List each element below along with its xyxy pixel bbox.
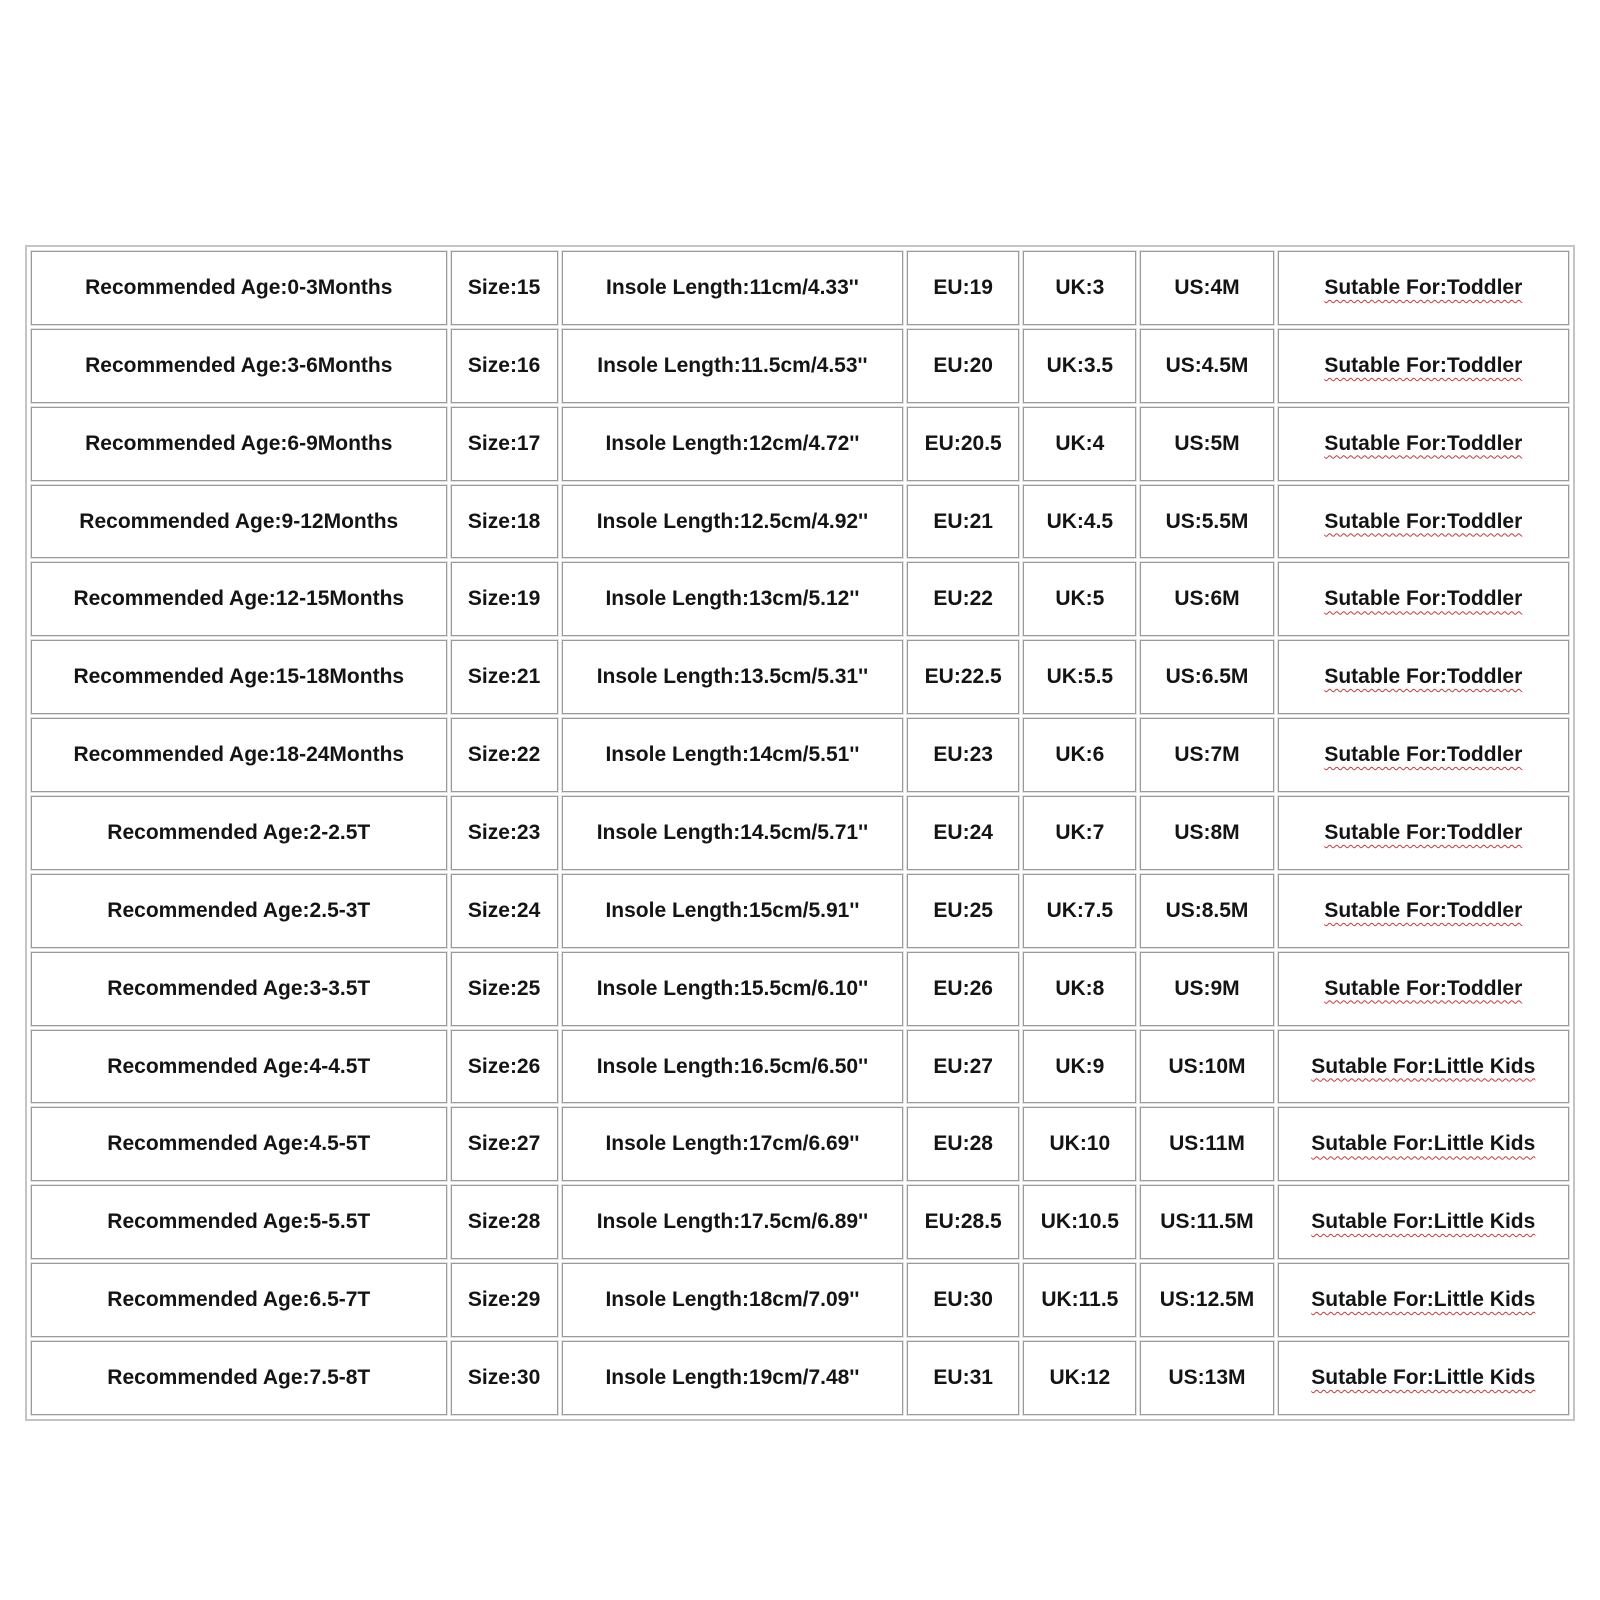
size-cell	[451, 329, 558, 403]
insole-length-cell-text: Insole Length:18cm/7.09''	[605, 1288, 860, 1312]
eu-size-cell-text: EU:26	[933, 976, 993, 1000]
uk-size-cell	[1023, 407, 1136, 481]
size-cell-text: Size:22	[467, 743, 541, 767]
suitable-for-cell	[1278, 1341, 1569, 1415]
us-size-cell-text: US:9M	[1174, 976, 1240, 1000]
insole-length-cell-text: Insole Length:14cm/5.51''	[605, 743, 860, 767]
us-size-cell-text: US:11M	[1169, 1132, 1245, 1156]
recommended-age-cell	[31, 562, 447, 636]
size-cell-text: Size:29	[467, 1288, 541, 1312]
uk-size-cell-text: UK:3.5	[1046, 353, 1114, 377]
insole-length-cell-text: Insole Length:12.5cm/4.92''	[596, 509, 869, 533]
uk-size-cell	[1023, 1341, 1136, 1415]
recommended-age-cell-text: Recommended Age:2-2.5T	[107, 820, 371, 844]
uk-size-cell	[1023, 1185, 1136, 1259]
suitable-for-cell	[1278, 407, 1569, 481]
eu-size-cell	[907, 796, 1019, 870]
size-cell	[451, 796, 558, 870]
size-cell	[451, 1341, 558, 1415]
us-size-cell-text: US:13M	[1168, 1366, 1246, 1390]
table-row	[31, 485, 1569, 559]
table-row	[31, 1341, 1569, 1415]
size-cell	[451, 1185, 558, 1259]
eu-size-cell-text: EU:20.5	[924, 431, 1002, 455]
size-cell-text: Size:21	[467, 665, 541, 689]
table-row	[31, 1107, 1569, 1181]
uk-size-cell	[1023, 1030, 1136, 1104]
us-size-cell	[1140, 640, 1273, 714]
us-size-cell	[1140, 952, 1273, 1026]
recommended-age-cell-text: Recommended Age:18-24Months	[73, 743, 405, 767]
recommended-age-cell-text: Recommended Age:3-3.5T	[107, 976, 371, 1000]
us-size-cell-text: US:11.5M	[1160, 1210, 1254, 1234]
uk-size-cell	[1023, 1263, 1136, 1337]
recommended-age-cell-text: Recommended Age:4.5-5T	[107, 1132, 371, 1156]
recommended-age-cell-text: Recommended Age:15-18Months	[73, 665, 405, 689]
suitable-for-cell	[1278, 562, 1569, 636]
eu-size-cell	[907, 329, 1019, 403]
suitable-for-cell-text: Sutable For:Toddler	[1324, 587, 1523, 611]
suitable-for-cell-text: Sutable For:Toddler	[1324, 820, 1523, 844]
eu-size-cell-text: EU:19	[933, 275, 993, 299]
us-size-cell-text: US:10M	[1168, 1054, 1246, 1078]
insole-length-cell-text: Insole Length:17.5cm/6.89''	[596, 1210, 869, 1234]
us-size-cell	[1140, 485, 1273, 559]
size-cell	[451, 874, 558, 948]
recommended-age-cell	[31, 329, 447, 403]
eu-size-cell	[907, 1263, 1019, 1337]
suitable-for-cell-text: Sutable For:Toddler	[1324, 665, 1523, 689]
recommended-age-cell	[31, 952, 447, 1026]
recommended-age-cell	[31, 796, 447, 870]
suitable-for-cell	[1278, 1030, 1569, 1104]
insole-length-cell	[562, 1341, 903, 1415]
table-row	[31, 874, 1569, 948]
eu-size-cell	[907, 952, 1019, 1026]
insole-length-cell-text: Insole Length:14.5cm/5.71''	[596, 820, 869, 844]
uk-size-cell-text: UK:3	[1055, 275, 1105, 299]
uk-size-cell	[1023, 329, 1136, 403]
uk-size-cell-text: UK:7.5	[1046, 898, 1114, 922]
uk-size-cell	[1023, 485, 1136, 559]
us-size-cell	[1140, 1107, 1273, 1181]
us-size-cell-text: US:8.5M	[1165, 898, 1249, 922]
eu-size-cell-text: EU:20	[933, 353, 993, 377]
eu-size-cell	[907, 407, 1019, 481]
eu-size-cell-text: EU:27	[933, 1054, 993, 1078]
eu-size-cell-text: EU:22	[933, 587, 993, 611]
uk-size-cell	[1023, 952, 1136, 1026]
recommended-age-cell-text: Recommended Age:3-6Months	[85, 353, 393, 377]
recommended-age-cell-text: Recommended Age:6-9Months	[85, 431, 393, 455]
insole-length-cell	[562, 1107, 903, 1181]
uk-size-cell-text: UK:5.5	[1046, 665, 1114, 689]
table-row	[31, 796, 1569, 870]
insole-length-cell	[562, 640, 903, 714]
size-cell-text: Size:25	[467, 976, 541, 1000]
eu-size-cell-text: EU:28	[933, 1132, 993, 1156]
uk-size-cell-text: UK:12	[1049, 1366, 1111, 1390]
us-size-cell	[1140, 718, 1273, 792]
insole-length-cell	[562, 329, 903, 403]
insole-length-cell	[562, 1263, 903, 1337]
table-row	[31, 407, 1569, 481]
uk-size-cell	[1023, 640, 1136, 714]
size-cell	[451, 485, 558, 559]
us-size-cell-text: US:7M	[1174, 743, 1240, 767]
suitable-for-cell	[1278, 718, 1569, 792]
suitable-for-cell-text: Sutable For:Toddler	[1324, 509, 1523, 533]
size-cell	[451, 562, 558, 636]
eu-size-cell	[907, 1030, 1019, 1104]
recommended-age-cell-text: Recommended Age:12-15Months	[73, 587, 405, 611]
insole-length-cell	[562, 718, 903, 792]
insole-length-cell	[562, 562, 903, 636]
size-cell	[451, 718, 558, 792]
uk-size-cell	[1023, 562, 1136, 636]
insole-length-cell	[562, 1030, 903, 1104]
size-cell	[451, 1030, 558, 1104]
insole-length-cell	[562, 952, 903, 1026]
us-size-cell	[1140, 407, 1273, 481]
suitable-for-cell-text: Sutable For:Toddler	[1324, 353, 1523, 377]
suitable-for-cell-text: Sutable For:Toddler	[1324, 976, 1523, 1000]
size-chart-body	[31, 251, 1569, 1415]
uk-size-cell-text: UK:6	[1055, 743, 1105, 767]
suitable-for-cell-text: Sutable For:Toddler	[1324, 743, 1523, 767]
suitable-for-cell	[1278, 251, 1569, 325]
eu-size-cell-text: EU:24	[933, 820, 993, 844]
recommended-age-cell	[31, 640, 447, 714]
recommended-age-cell	[31, 1030, 447, 1104]
eu-size-cell	[907, 718, 1019, 792]
size-chart	[25, 245, 1575, 1421]
suitable-for-cell	[1278, 1185, 1569, 1259]
suitable-for-cell-text: Sutable For:Little Kids	[1311, 1288, 1536, 1312]
size-cell-text: Size:28	[467, 1210, 541, 1234]
size-cell	[451, 952, 558, 1026]
eu-size-cell	[907, 485, 1019, 559]
recommended-age-cell	[31, 1341, 447, 1415]
suitable-for-cell	[1278, 1263, 1569, 1337]
recommended-age-cell	[31, 1263, 447, 1337]
suitable-for-cell-text: Sutable For:Little Kids	[1311, 1366, 1536, 1390]
uk-size-cell	[1023, 1107, 1136, 1181]
uk-size-cell	[1023, 874, 1136, 948]
us-size-cell-text: US:6M	[1174, 587, 1240, 611]
table-row	[31, 718, 1569, 792]
recommended-age-cell-text: Recommended Age:4-4.5T	[107, 1054, 371, 1078]
insole-length-cell-text: Insole Length:11cm/4.33''	[606, 275, 859, 299]
insole-length-cell-text: Insole Length:12cm/4.72''	[605, 431, 860, 455]
recommended-age-cell-text: Recommended Age:5-5.5T	[107, 1210, 371, 1234]
table-row	[31, 329, 1569, 403]
suitable-for-cell-text: Sutable For:Little Kids	[1311, 1210, 1536, 1234]
table-row	[31, 251, 1569, 325]
size-cell-text: Size:30	[467, 1366, 541, 1390]
size-cell-text: Size:15	[467, 275, 541, 299]
table-row	[31, 562, 1569, 636]
suitable-for-cell-text: Sutable For:Toddler	[1324, 275, 1523, 299]
uk-size-cell-text: UK:5	[1055, 587, 1105, 611]
us-size-cell-text: US:4.5M	[1165, 353, 1249, 377]
recommended-age-cell	[31, 718, 447, 792]
uk-size-cell-text: UK:10	[1049, 1132, 1111, 1156]
size-cell-text: Size:24	[467, 898, 541, 922]
suitable-for-cell	[1278, 874, 1569, 948]
uk-size-cell	[1023, 796, 1136, 870]
insole-length-cell-text: Insole Length:19cm/7.48''	[605, 1366, 860, 1390]
eu-size-cell-text: EU:25	[933, 898, 993, 922]
recommended-age-cell	[31, 1185, 447, 1259]
us-size-cell-text: US:4M	[1174, 275, 1240, 299]
insole-length-cell-text: Insole Length:16.5cm/6.50''	[596, 1054, 869, 1078]
recommended-age-cell	[31, 485, 447, 559]
uk-size-cell	[1023, 251, 1136, 325]
us-size-cell	[1140, 796, 1273, 870]
recommended-age-cell-text: Recommended Age:2.5-3T	[107, 898, 371, 922]
eu-size-cell-text: EU:30	[933, 1288, 993, 1312]
us-size-cell	[1140, 329, 1273, 403]
us-size-cell	[1140, 874, 1273, 948]
insole-length-cell	[562, 407, 903, 481]
size-cell-text: Size:26	[467, 1054, 541, 1078]
us-size-cell	[1140, 1263, 1273, 1337]
uk-size-cell-text: UK:9	[1055, 1054, 1105, 1078]
insole-length-cell-text: Insole Length:13.5cm/5.31''	[596, 665, 869, 689]
uk-size-cell	[1023, 718, 1136, 792]
table-row	[31, 640, 1569, 714]
us-size-cell	[1140, 251, 1273, 325]
eu-size-cell	[907, 640, 1019, 714]
insole-length-cell	[562, 1185, 903, 1259]
insole-length-cell	[562, 251, 903, 325]
uk-size-cell-text: UK:4	[1055, 431, 1105, 455]
size-cell-text: Size:23	[467, 820, 541, 844]
uk-size-cell-text: UK:7	[1055, 820, 1105, 844]
recommended-age-cell	[31, 874, 447, 948]
recommended-age-cell	[31, 251, 447, 325]
eu-size-cell	[907, 874, 1019, 948]
insole-length-cell-text: Insole Length:11.5cm/4.53''	[597, 353, 868, 377]
us-size-cell-text: US:12.5M	[1159, 1288, 1255, 1312]
us-size-cell-text: US:5.5M	[1165, 509, 1249, 533]
eu-size-cell-text: EU:31	[933, 1366, 993, 1390]
uk-size-cell-text: UK:10.5	[1040, 1210, 1119, 1234]
us-size-cell	[1140, 1030, 1273, 1104]
eu-size-cell	[907, 1185, 1019, 1259]
eu-size-cell-text: EU:28.5	[924, 1210, 1002, 1234]
table-row	[31, 952, 1569, 1026]
table-row	[31, 1263, 1569, 1337]
size-cell-text: Size:19	[467, 587, 541, 611]
size-cell	[451, 407, 558, 481]
insole-length-cell-text: Insole Length:17cm/6.69''	[605, 1132, 860, 1156]
us-size-cell	[1140, 1185, 1273, 1259]
insole-length-cell-text: Insole Length:15cm/5.91''	[605, 898, 860, 922]
size-cell	[451, 1107, 558, 1181]
size-cell-text: Size:16	[467, 353, 541, 377]
size-cell	[451, 1263, 558, 1337]
suitable-for-cell	[1278, 329, 1569, 403]
us-size-cell-text: US:8M	[1174, 820, 1240, 844]
eu-size-cell	[907, 1341, 1019, 1415]
us-size-cell	[1140, 562, 1273, 636]
suitable-for-cell-text: Sutable For:Toddler	[1324, 431, 1523, 455]
eu-size-cell	[907, 1107, 1019, 1181]
insole-length-cell-text: Insole Length:13cm/5.12''	[605, 587, 860, 611]
us-size-cell-text: US:6.5M	[1165, 665, 1249, 689]
uk-size-cell-text: UK:8	[1055, 976, 1105, 1000]
recommended-age-cell-text: Recommended Age:7.5-8T	[107, 1366, 371, 1390]
uk-size-cell-text: UK:4.5	[1046, 509, 1114, 533]
suitable-for-cell-text: Sutable For:Little Kids	[1311, 1054, 1536, 1078]
size-cell	[451, 251, 558, 325]
size-cell-text: Size:27	[467, 1132, 541, 1156]
table-row	[31, 1185, 1569, 1259]
eu-size-cell-text: EU:23	[933, 743, 993, 767]
suitable-for-cell	[1278, 796, 1569, 870]
size-cell	[451, 640, 558, 714]
insole-length-cell	[562, 485, 903, 559]
recommended-age-cell	[31, 407, 447, 481]
uk-size-cell-text: UK:11.5	[1041, 1288, 1119, 1312]
suitable-for-cell-text: Sutable For:Toddler	[1324, 898, 1523, 922]
insole-length-cell	[562, 796, 903, 870]
insole-length-cell-text: Insole Length:15.5cm/6.10''	[596, 976, 869, 1000]
table-row	[31, 1030, 1569, 1104]
size-cell-text: Size:18	[467, 509, 541, 533]
recommended-age-cell-text: Recommended Age:9-12Months	[79, 509, 399, 533]
eu-size-cell	[907, 562, 1019, 636]
us-size-cell	[1140, 1341, 1273, 1415]
eu-size-cell	[907, 251, 1019, 325]
suitable-for-cell	[1278, 952, 1569, 1026]
recommended-age-cell	[31, 1107, 447, 1181]
eu-size-cell-text: EU:21	[933, 509, 993, 533]
us-size-cell-text: US:5M	[1174, 431, 1240, 455]
size-chart-table	[27, 247, 1573, 1419]
suitable-for-cell	[1278, 640, 1569, 714]
suitable-for-cell	[1278, 485, 1569, 559]
suitable-for-cell	[1278, 1107, 1569, 1181]
recommended-age-cell-text: Recommended Age:6.5-7T	[107, 1288, 371, 1312]
size-cell-text: Size:17	[467, 431, 541, 455]
insole-length-cell	[562, 874, 903, 948]
recommended-age-cell-text: Recommended Age:0-3Months	[85, 275, 393, 299]
eu-size-cell-text: EU:22.5	[924, 665, 1002, 689]
suitable-for-cell-text: Sutable For:Little Kids	[1311, 1132, 1536, 1156]
